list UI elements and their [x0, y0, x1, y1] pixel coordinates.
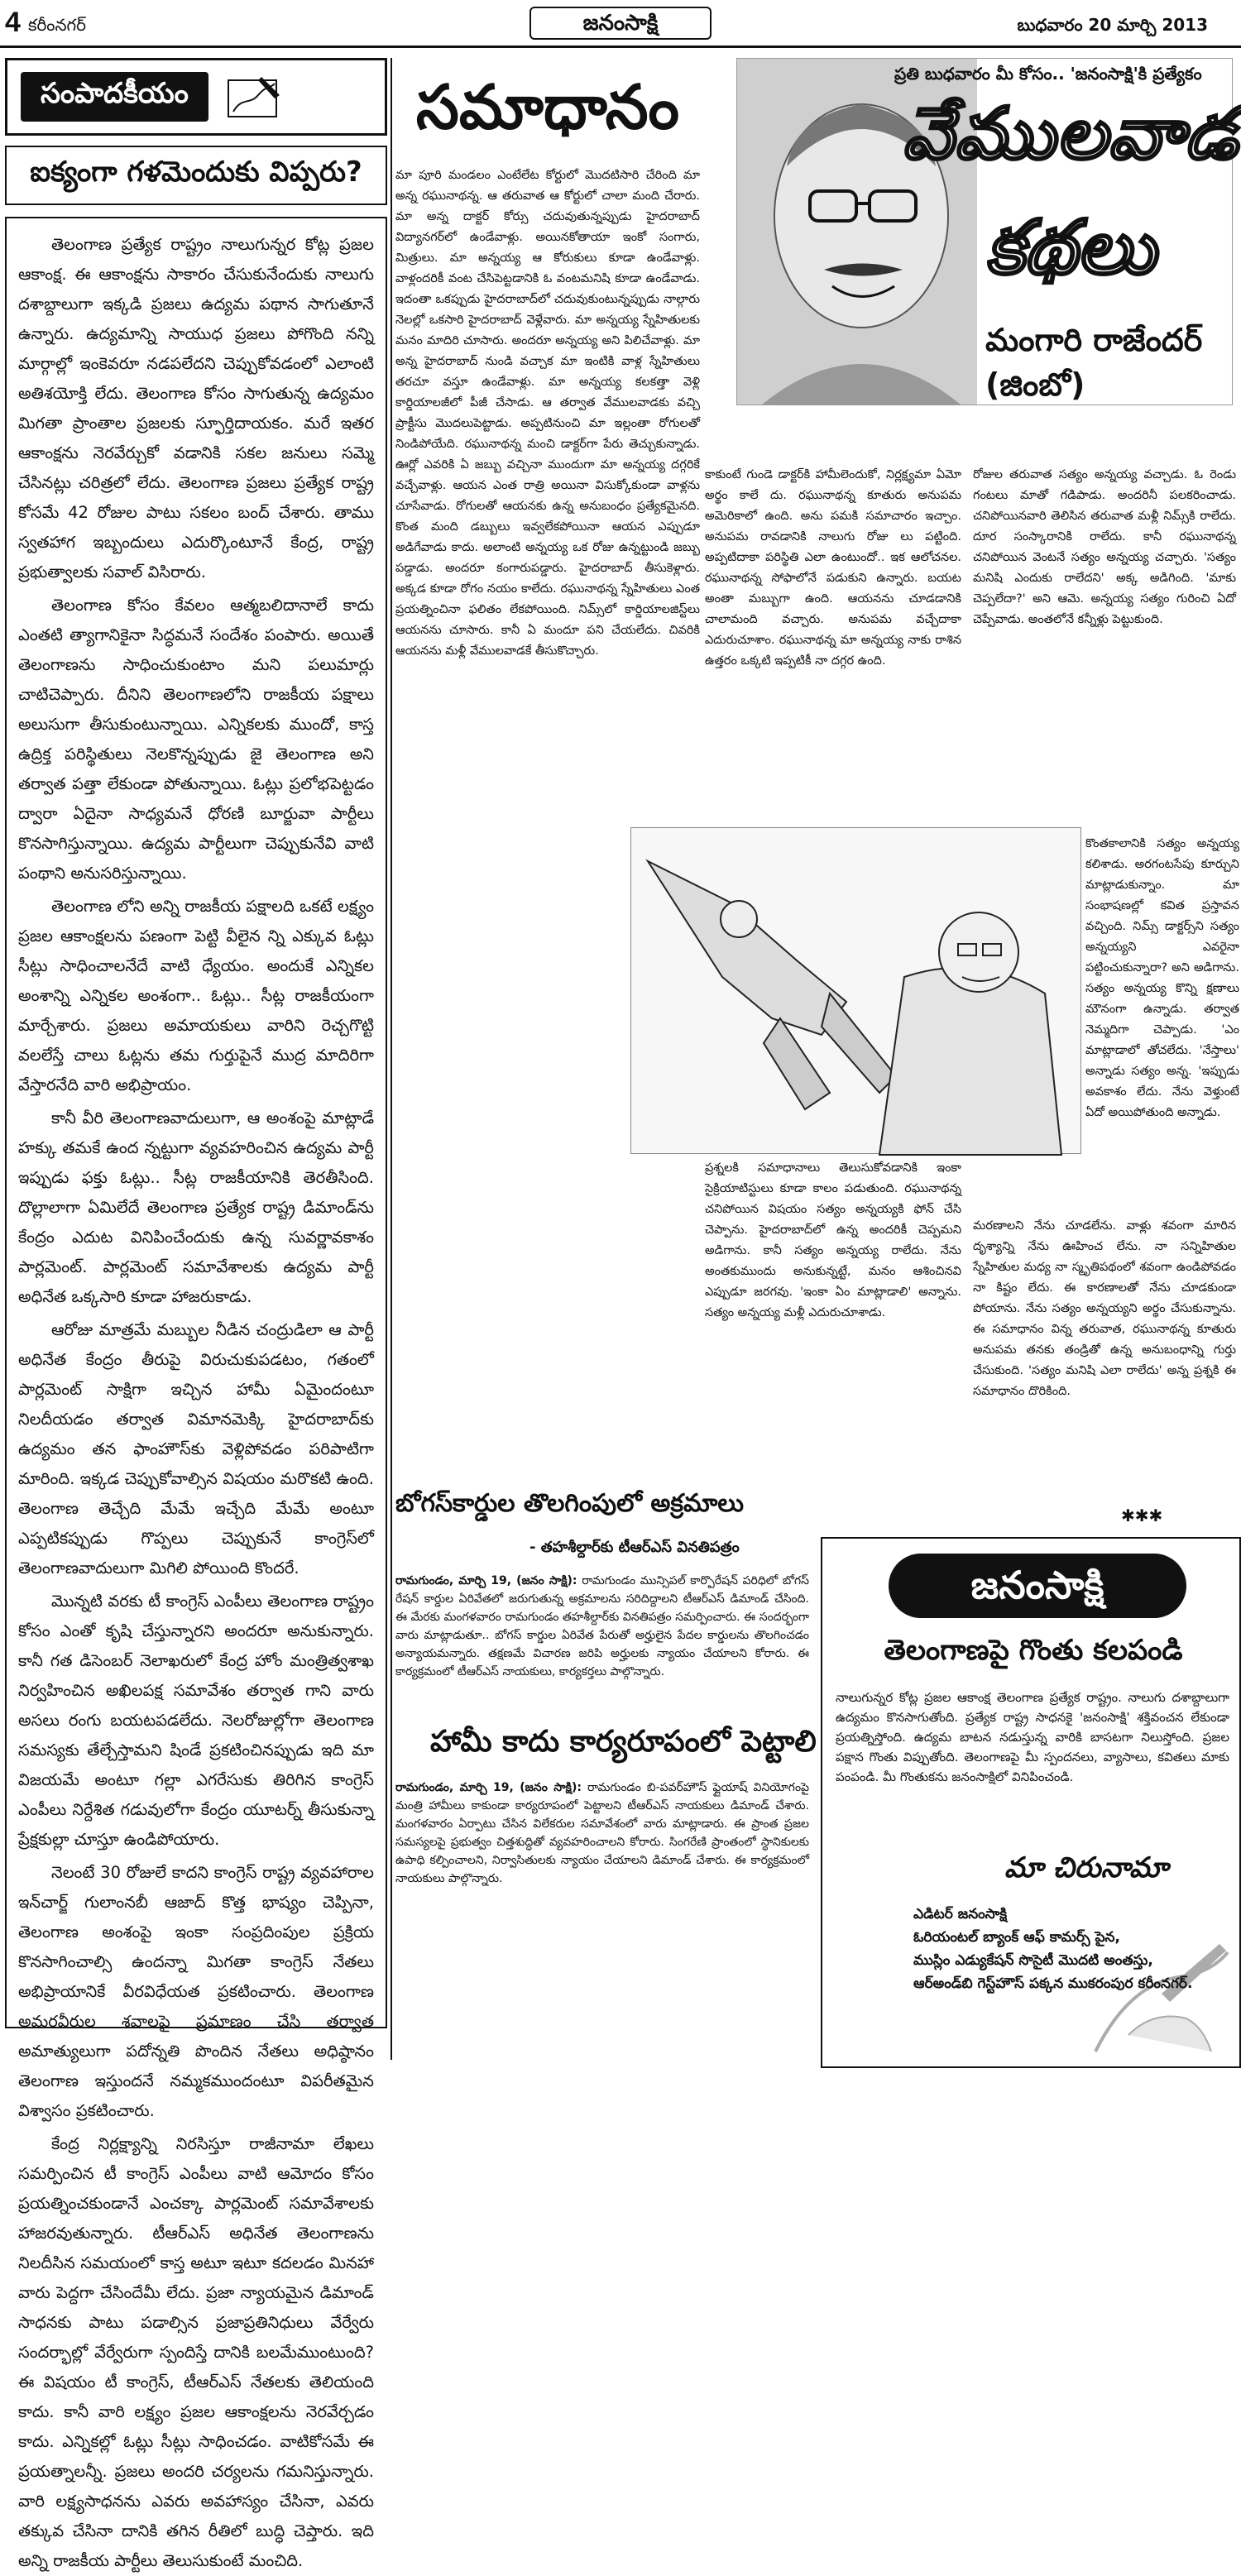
feature-text-col6: మరణాలని నేను చూడలేను. వాళ్లు శవంగా మారిన దృశ్యాన్ని నేను ఊహించ లేను. నా సన్నిహితుల స్నేహితుల మధ్య నా స్మృతిపథంలో శవంగా ఉండిపోవడం నా కిష్టం లేదు. ఈ కారణాలతో నేను చూడకుండా పోయాను. నేను సత్యం అన్నయ్యని అర్థం చేసుకున్నాను. ఈ సమాధానం విన్న తరువాత, రఘునాథన్న కూతురు అనుపమ తనకు తండ్రితో ఉన్న అనుబంధాన్ని గుర్తు చేసుకుంది. 'సత్యం మనిషి ఎలా రాలేదు' అన్న ప్రశ్నకి ఈ సమాధానం దొరికింది. — [973, 1219, 1236, 1398]
ad-slogan: తెలంగాణపై గొంతు కలపండి — [884, 1634, 1183, 1667]
editorial-paragraph: తెలంగాణ కోసం కేవలం ఆత్మబలిదానాలే కాదు ఎంతటి త్యాగానికైనా సిద్ధమనే సందేశం పంపారు. అయితే తెలంగాణను సాధించుకుంటాం మని పలుమార్లు చాటిచెప్పారు. దీనిని తెలంగాణలోని రాజకీయ పక్షాలు అలుసుగా తీసుకుంటున్నాయి. ఎన్నికలకు ముందో, కాస్త ఉద్రిక్త పరిస్థితులు నెలకొన్నప్పుడు జై తెలంగాణ అని తర్వాత పత్తా లేకుండా పోతున్నాయి. ఓట్లు ప్రలోభపెట్టడం ద్వారా ఏదైనా సాధ్యమనే ధోరణి బూర్జువా పార్టీలు కొనసాగిస్తున్నాయి. ఉద్యమ పార్టీలుగా చెప్పుకునేవి వాటి పంథాని అనుసరిస్తున్నాయి. — [18, 596, 374, 883]
series-title-line1: వేములవాడ — [903, 92, 1239, 175]
editorial-column — [5, 58, 387, 2570]
feature-text-col1: మా పూరి మండలం ఎంటేలేట కోర్టులో మొదటిసారి చేరింది మా అన్న రఘునాథన్న. ఆ తరువాత ఆ కోర్టులో చాలా మంది చేరారు. మా అన్న దాక్టర్ కోర్సు చదువుతున్నప్పుడు హైదరాబాద్ విద్యానగర్‌లో ఉండేవాళ్లు. అయినకోతాయా ఇంకో సంగారు, మిత్రులు. మా అన్నయ్య ఆ కోరుకులు కూడా ఉండేవాళ్లు. వాళ్లందరికీ వంట చేసిపెట్టడానికి ఓ వంటమనిషి కూడా ఉండేవాడు. ఇదంతా ఒకప్పుడు హైదరాబాద్‌లో చదువుకుంటున్నప్పుడు నాల్గారు నెలల్లో ఒకసారి హైదరాబాద్ వెళ్లేవారు. మా అన్నయ్య స్నేహితులకు మనం మాదిరి చూసారు. అందరూ అన్నయ్య అని పిలిచేవాళ్లు. మా అన్న హైదరాబాద్ నుండి వచ్చాక మా ఇంటికి వాళ్ల స్నేహితులు తరచూ వస్తూ ఉండేవాళ్లు. మా అన్నయ్య కలకత్తా వెళ్లి కార్డియాలజీలో పీజీ చేసాడు. ఆ తర్వాత వేములవాడకు వచ్చి ప్రాక్టీసు మొదలుపెట్టాడు. అప్పటినుంచి మా ఇల్లంతా రోగులతో నిండిపోయేది. రఘునాథన్న మంచి డాక్టర్‌గా పేరు తెచ్చుకున్నాడు. ఊర్లో ఎవరికి ఏ జబ్బు వచ్చినా ముందుగా మా అన్నయ్య దగ్గరికే వచ్చేవాళ్లు. ఆయన ఎంత రాత్రి అయినా విసుక్కోకుండా వాళ్లను చూసేవాడు. రోగులతో ఆయనకు ఉన్న అనుబంధం ప్రత్యేకమైనది. కొంత మంది డబ్బులు ఇవ్వలేకపోయినా ఆయన ఎప్పుడూ అడిగేవాడు కాదు. అలాంటి అన్నయ్య ఒక రోజు ఉన్నట్టుండి జబ్బు పడ్డాడు. అందరూ కంగారుపడ్డారు. హైదరాబాద్ తీసుకెళ్లారు. అక్కడ కూడా రోగం నయం కాలేదు. రఘునాథన్న స్నేహితులు ఎంత ప్రయత్నించినా ఫలితం లేకపోయింది. నిమ్స్‌లో కార్డియాలజిస్ట్‌లు ఆయనను చూసారు. కానీ ఏ మందూ పని చేయలేదు. చివరికి ఆయనను మళ్లీ వేములవాడకే తీసుకొచ్చారు. — [395, 169, 700, 658]
flying-man-drawing — [631, 828, 1082, 1155]
story-hami-body — [395, 1779, 809, 1888]
ad-text: నాలుగున్నర కోట్ల ప్రజల ఆకాంక్ష తెలంగాణ ప్రత్యేక రాష్ట్రం. నాలుగు దశాబ్దాలుగా ఉద్యమం కొనసాగుతోంది. ప్రత్యేక రాష్ట్ర సాధనకై 'జనంసాక్షి' శక్తివంచన లేకుండా ప్రయత్నిస్తోంది. ఉద్యమ బాటన నడుస్తున్న వారికి బాసటగా నిలుస్తోంది. ప్రజల పక్షాన గొంతు విప్పుతోంది. తెలంగాణపై మీ స్పందనలు, వ్యాసాలు, కవితలు మాకు పంపండి. మీ గొంతుకను జనంసాక్షిలో వినిపించండి. — [836, 1690, 1229, 1784]
story-bog-body — [395, 1572, 809, 1681]
page-number: 4 — [5, 7, 21, 38]
editorial-paragraph: తెలంగాణ లోని అన్ని రాజకీయ పక్షాలది ఒకటే లక్ష్యం ప్రజల ఆకాంక్షలను పణంగా పెట్టి వీలైన న్ని ఎక్కువ ఓట్లు సీట్లు సాధించాలనేదే వాటి ధ్యేయం. అందుకే ఎన్నికల అంశాన్ని ఎన్నికల అంశంగా.. ఓట్లు.. సీట్ల రాజకీయంగా మార్చేశారు. ప్రజలు అమాయకులు వారిని రెచ్చగొట్టి వలలేస్తే చాలు ఓట్లను తమ గుర్తుపైనే ముద్ర మాదిరిగా వేస్తారనేది వారి అభిప్రాయం. — [18, 897, 374, 1094]
editorial-header — [5, 58, 387, 136]
series-author: మంగారి రాజేందర్ (జింబో) — [985, 322, 1203, 403]
feature-text-col4: కొంతకాలానికి సత్యం అన్నయ్య కలిశాడు. అరగంటసేపు కూర్చుని మాట్లాడుకున్నాం. మా సంభాషణల్లో కవిత ప్రస్తావన వచ్చింది. నిమ్స్ డాక్టర్స్‌ని సత్యం అన్నయ్యని ఎవరైనా పట్టించుకున్నారా? అని అడిగాను. సత్యం అన్నయ్య కొన్ని క్షణాలు మౌనంగా ఉన్నాడు. తర్వాత నెమ్మదిగా చెప్పాడు. 'ఎం మాట్లాడాలో తోచలేదు. 'నేస్తాలు' అన్నాడు సత్యం అన్న. 'ఇప్పుడు అవకాశం లేదు. నేను వెళ్తుంటే ఏదో అయిపోతుంది అన్నాడు. — [1085, 837, 1239, 1119]
story-bog-subhead: - తహశీల్దార్‌కు టీఆర్‌ఎస్ వినతిపత్రం — [529, 1539, 740, 1556]
series-title-line2: కథలు — [985, 203, 1156, 291]
issue-date: బుధవారం 20 మార్చి 2013 — [1017, 15, 1208, 35]
ad-address-line: ఆర్‌అండ్‌బి గెస్ట్‌హౌస్ పక్కన ముకరంపుర కరీంనగర్. — [913, 1975, 1193, 1992]
three-stars-icon: ✱✱✱ — [1121, 1506, 1163, 1525]
story-illustration — [630, 827, 1081, 1154]
feature-column — [395, 58, 700, 1481]
ad-address-heading: మా చిరునామా — [1004, 1851, 1168, 1884]
story-bog-headline: బోగస్‌కార్డుల తొలగింపులో అక్రమాలు — [395, 1489, 745, 1518]
series-kicker: ప్రతి బుధవారం మీ కోసం.. 'జనంసాక్షి'కి ప్రత్యేకం — [894, 64, 1202, 84]
editorial-headline: ఐక్యంగా గళమెందుకు విప్పరు? — [5, 146, 387, 205]
story-hami-text: రామగుండం బి-పవర్‌హౌస్ ఫ్లైయాష్ వినియోగంపై మంత్రి హామీలు కాకుండా కార్యరూపంలో పెట్టాలని టీఆర్‌ఎస్ నాయకులు డిమాండ్ చేశారు. మంగళవారం ఏర్పాటు చేసిన విలేకరుల సమావేశంలో వారు మాట్లాడారు. ఈ ప్రాంత ప్రజల సమస్యలపై ప్రభుత్వం చిత్తశుద్ధితో వ్యవహరించాలని కోరారు. సింగరేణి ప్రాంతంలో స్థానికులకు ఉపాధి కల్పించాలని, నిర్వాసితులకు న్యాయం చేయాలని డిమాండ్ చేశారు. ఈ కార్యక్రమంలో నాయకులు పాల్గొన్నారు. — [395, 1781, 809, 1885]
feature-text-col3: రోజుల తరువాత సత్యం అన్నయ్య వచ్చాడు. ఓ రెండు గంటలు మాతో గడిపాడు. అందరినీ పలకరించాడు. చనిపోయినవారి తెలిసిన తరువాత మళ్లీ నిమ్స్‌కి రాలేదు. దూర సంస్కారానికి రాలేదు. కానీ రఘునాథన్న చనిపోయిన వెంటనే సత్యం అన్నయ్య చచ్చారు. 'సత్యం మనిషి ఎందుకు రాలేదని' అక్క అడిగింది. 'మాకు చెప్పలేదా?' అని ఆమె. అన్నయ్య సత్యం గురించి ఏదో చెప్పేవాడు. అంతలోనే కన్నీళ్లు పెట్టుకుంది. — [973, 468, 1236, 626]
masthead-logo: జనంసాక్షి — [529, 7, 712, 40]
series-promo — [736, 58, 1239, 405]
ad-address-line: ఓరియంటల్ బ్యాంక్ ఆఫ్ కామర్స్ పైన, — [913, 1929, 1120, 1946]
story-bog-dateline: రామగుండం, మార్చి 19, (జనం సాక్షి): — [395, 1574, 577, 1587]
feature-text-col5: ప్రశ్నలకి సమాధానాలు తెలుసుకోవడానికి ఇంకా సైక్రియాటిస్టులు కూడా కాలం పడుతుంది. రఘునాథన్న చనిపోయిన విషయం సత్యం అన్నయ్యకి ఫోన్ చేసి చెప్పాను. హైదరాబాద్‌లో ఉన్న అందరికీ చెప్పమని అడిగాను. కానీ సత్యం అన్నయ్య రాలేదు. నేను అంతకుముందు అనుకున్నట్టే, మనం ఆశించినవి ఎప్పుడూ జరగవు. 'ఇంకా ఏం మాట్లాడాలి' అన్నాను. సత్యం అన్నయ్య మళ్లీ ఎదురుచూశాడు. — [705, 1161, 961, 1319]
editorial-body — [5, 217, 387, 2570]
story-hami-headline: హామీ కాదు కార్యరూపంలో పెట్టాలి — [430, 1725, 817, 1759]
editorial-paragraph: కానీ వీరి తెలంగాణవాదులుగా, ఆ అంశంపై మాట్లాడే హక్కు తమకే ఉంద న్నట్టుగా వ్యవహరించిన ఉద్యమ పార్టీ ఇప్పుడు ఫక్తు ఓట్లు.. సీట్ల రాజకీయానికి తెరతీసింది. దొల్లాలాగా ఏమిలేదే తెలంగాణ ప్రత్యేక రాష్ట్ర డిమాండ్‌ను కేంద్రం ఎదుట వినిపించేందుకు ఉన్న సువర్ణావకాశం పార్లమెంట్. పార్లమెంట్ సమావేశాలకు ఉద్యమ పార్టీ అధినేత ఒక్కసారి కూడా హాజరుకాడు. — [18, 1108, 374, 1306]
editorial-paragraph: తెలంగాణ ప్రత్యేక రాష్ట్రం నాలుగున్నర కోట్ల ప్రజల ఆకాంక్ష. ఈ ఆకాంక్షను సాకారం చేసుకునేందుకు నాలుగు దశాబ్దాలుగా ఇక్కడి ప్రజలు ఉద్యమ పథాన సాగుతూనే ఉన్నారు. ఉద్యమాన్ని సాయుధ ప్రజలు పోగొంది నన్ని మార్గాల్లో ఇంకెవరూ నడపలేదని చెప్పుకోవడంలో ఎలాంటి అతిశయోక్తి లేదు. తెలంగాణ కోసం సాగుతున్న ఉద్యమం మిగతా ప్రాంతాల ప్రజలకు స్ఫూర్తిదాయకం. మరే ఇతర ఆకాంక్షను నెరవేర్చుకో వడానికి సకల జనులు సమ్మె చేసినట్లు చరిత్రలో లేదు. తెలంగాణ ప్రజలు ప్రత్యేక రాష్ట్ర కోసమే 42 రోజుల పాటు సకలం బంద్ చేశారు. తాము స్వతహాగ ఇబ్బందులు ఎదుర్కొంటూనే కేంద్ర, రాష్ట్ర ప్రభుత్వాలకు సవాల్ విసిరారు. — [18, 235, 374, 582]
hand-writing-icon — [1079, 1936, 1236, 2060]
page-header — [0, 0, 1241, 48]
column-rule — [391, 58, 392, 2060]
editorial-paragraph: నెలంటే 30 రోజులే కాదని కాంగ్రెస్ రాష్ట్ర వ్యవహారాల ఇన్‌చార్జ్ గులాంనబీ ఆజాద్ కొత్త భాష్యం చెప్పినా, తెలంగాణ అంశంపై ఇంకా సంప్రదింపుల ప్రక్రియ కొనసాగించాల్సి ఉందన్నా మిగతా కాంగ్రెస్ నేతలు అభిప్రాయానికే వీరవిధేయత ప్రకటించారు. తెలంగాణ అమరవీరుల శవాలపై ప్రమాణం చేసి తర్వాత అమాత్యులుగా పదోన్నతి పొందిన నేతలు అధిష్ఠానం తెలంగాణ ఇస్తుందనే నమ్మకముందంటూ విపరీతమైన విశ్వాసం ప్రకటించారు. — [18, 1863, 374, 2120]
pen-icon — [225, 72, 283, 122]
story-hami-dateline: రామగుండం, మార్చి 19, (జనం సాక్షి): — [395, 1781, 582, 1794]
story-bog-text: రామగుండం మున్సిపల్ కార్పొరేషన్ పరిధిలో బోగస్ రేషన్ కార్డుల ఏరివేతలో జరుగుతున్న అక్రమాలను సరిదిద్దాలని టీఆర్‌ఎస్ డిమాండ్ చేసింది. ఈ మేరకు మంగళవారం రామగుండం తహశీల్దార్‌కు వినతిపత్రం సమర్పించారు. ఈ సందర్భంగా వారు మాట్లాడుతూ.. బోగస్ కార్డుల ఏరివేత పేరుతో అర్హులైన పేదల కార్డులను తొలగించడం అన్యాయమన్నారు. తక్షణమే విచారణ జరిపి అర్హులకు న్యాయం చేయాలని కోరారు. ఈ కార్యక్రమంలో టీఆర్‌ఎస్ నాయకులు, కార్యకర్తలు పాల్గొన్నారు. — [395, 1574, 810, 1678]
editorial-paragraph: మొన్నటి వరకు టీ కాంగ్రెస్ ఎంపీలు తెలంగాణ రాష్ట్రం కోసం ఎంతో కృషి చేస్తున్నారని అందరూ అనుకున్నారు. కానీ గత డిసెంబర్ నెలాఖరులో కేంద్ర హోం మంత్రిత్వశాఖ నిర్వహించిన అఖిలపక్ష సమావేశం తర్వాత గాని వారు అసలు రంగు బయటపడలేదు. నెలరోజుల్లోగా తెలంగాణ సమస్యకు తేల్చేస్తామని షిండే ప్రకటించినప్పుడు ఇది మా విజయమే అంటూ గల్లా ఎగరేసుకు తిరిగిన కాంగ్రెస్ ఎంపీలు నిర్దేశిత గడువులోగా కేంద్రం యూటర్న్ తీసుకున్నా ప్రేక్షకుల్లా చూస్తూ ఉండిపోయారు. — [18, 1592, 374, 1849]
editorial-paragraph: ఆరోజు మాత్రమే మబ్బుల నీడిన చంద్రుడిలా ఆ పార్టీ అధినేత కేంద్రం తీరుపై విరుచుకుపడటం, గతంలో పార్లమెంట్ సాక్షిగా ఇచ్చిన హామీ ఏమైందంటూ నిలదీయడం తర్వాత విమానమెక్కి హైదరాబాద్‌కు ఉద్యమం తన ఫాంహౌస్‌కు వెళ్లిపోవడం పరిపాటిగా మారింది. ఇక్కడ చెప్పుకోవాల్సిన విషయం మరొకటి ఉంది. తెలంగాణ తెచ్చేది మేమే ఇచ్చేది మేమే అంటూ ఎప్పటికప్పుడు గొప్పలు చెప్పుకునే కాంగ్రెస్‌లో తెలంగాణవాదులుగా మిగిలి పోయింది కొందరే. — [18, 1320, 374, 1578]
editorial-section-label: సంపాదకీయం — [21, 72, 208, 122]
ad-brand: జనంసాక్షి — [889, 1554, 1186, 1618]
feature-text-col2: కాకుంటే గుండె డాక్టర్‌కి హామీలెందుకో, నిర్లక్ష్యమా ఏమో అర్థం కాలే దు. రఘునాథన్న కూతురు అనుపమ అమెరికాలో ఉంది. అను పమకి సమాచారం ఇచ్చాం. అనుపమ రావడానికి నాలుగు రోజు లు పట్టింది. అప్పటిదాకా పరిస్థితి ఎలా ఉంటుందో.. ఇక ఆలోచనల. రఘునాథన్న సోఫాలోనే పడుకుని ఉన్నారు. బయట అంతా మబ్బుగా ఉంది. ఆయనను చూడడానికి చాలామంది వచ్చారు. అనుపమ వచ్చేదాకా ఎదురుచూశాం. రఘునాథన్న మా అన్నయ్య నాకు రాశిన ఉత్తరం ఒక్కటి ఇప్పటికీ నా దగ్గర ఉంది. — [705, 468, 961, 668]
janamsakshi-ad — [821, 1537, 1241, 2068]
edition-name: కరీంనగర్ — [28, 15, 86, 35]
editorial-paragraph: కేంద్ర నిర్లక్ష్యాన్ని నిరసిస్తూ రాజీనామా లేఖలు సమర్పించిన టీ కాంగ్రెస్ ఎంపీలు వాటి ఆమోదం కోసం ప్రయత్నించకుండానే ఎంచక్కా పార్లమెంట్ సమావేశాలకు హాజరవుతున్నారు. టీఆర్‌ఎస్ అధినేత తెలంగాణను నిలదీసిన సమయంలో కాస్త అటూ ఇటూ కదలడం మినహా వారు పెద్దగా చేసిందేమీ లేదు. ప్రజా న్యాయమైన డిమాండ్ సాధనకు పాటు పడాల్సిన ప్రజాప్రతినిధులు వేర్వేరు సందర్భాల్లో వేర్వేరుగా స్పందిస్తే దానికి బలమేముంటుంది? ఈ విషయం టీ కాంగ్రెస్, టీఆర్‌ఎస్ నేతలకు తెలియంది కాదు. కానీ వారి లక్ష్యం ప్రజల ఆకాంక్షలను నెరవేర్చడం కాదు. ఎన్నికల్లో ఓట్లు సీట్లు సాధించడం. వాటికోసమే ఈ ప్రయత్నాలన్నీ. ప్రజలు అందరి చర్యలను గమనిస్తున్నారు. వారి లక్ష్యసాధనను ఎవరు అవహాస్యం చేసినా, ఎవరు తక్కువ చేసినా దానికి తగిన రీతిలో బుద్ధి చెప్తారు. ఇది అన్ని రాజకీయ పార్టీలు తెలుసుకుంటే మంచిది. — [18, 2134, 374, 2570]
ad-address-line: ముస్లిం ఎడ్యుకేషన్ సొసైటీ మొదటి అంతస్తు, — [913, 1952, 1153, 1969]
feature-title: సమాధానం — [415, 72, 680, 143]
ad-address-line: ఎడిటర్ జనంసాక్షి — [913, 1906, 1008, 1922]
